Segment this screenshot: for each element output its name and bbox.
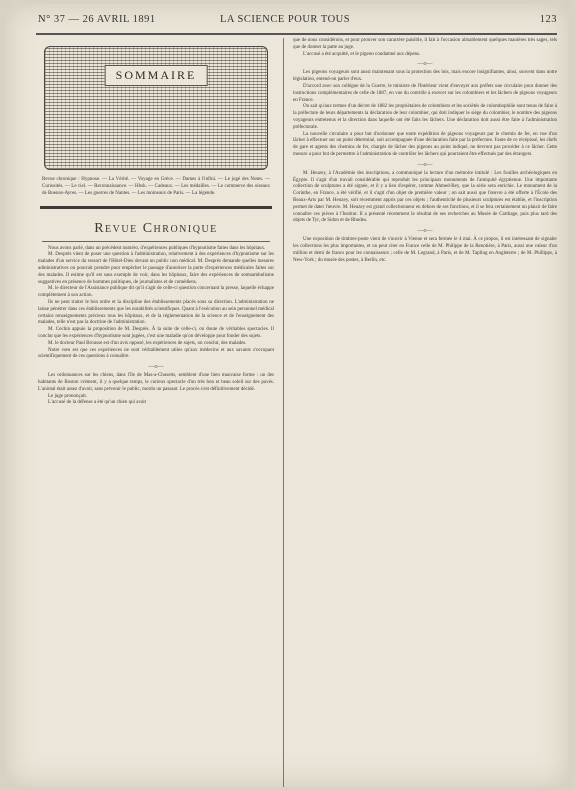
left-paragraph: M. Després vient de poser une question à l'administration, relativement à des expériences d'hypnotisme sur les malades d'un service du ressort de l'Hôtel-Dieu devant un public non médical. M. Després demande quelles mesures administratives on pourrait prendre pour empêcher le passage d'autoriser la porte d'expériences médicales faites sur des malades. Il estime qu'il est sans exemple de voir, dans les hôpitaux, faire des expériences de somnambulisme suggestives en présence de hommes politiques, de journalistes et de comédiens. [38, 252, 274, 285]
left-paragraph: L'accusé de la défense a été qu'un chien qui avait [48, 400, 147, 406]
left-column [38, 38, 274, 407]
right-paragraph: Une exposition de timbres-poste vient de s'ouvrir à Vienne et sera fermée le 4 mai. À ce propos, il est intéressant de signaler les collections les plus importantes, et on peut citer en France celle de M. Philippe de la Renotière, à Paris, aussi une valeur d'un million et demi de francs pour les connaisseurs ; celle de M. Legrand, à Paris, et de M. Tapling en Angleterre ; de M. Phillipps, à New-York ; du musée des postes, à Berlin, etc. [293, 237, 557, 263]
right-paragraph: On sait qu'aux termes d'un décret de 1882 les propriétaires de colombiers et les sociétés de colombophilie sont tenus de faire à la préfecture de leurs départements la déclaration de leur colombier, qui doit indiquer le siège du colombier, le nombre des pigeons voyageurs entretenus et la direction dans laquelle ont été faits les lâchers. Une déclaration doit aussi être faite à l'administration préfectorale. [293, 104, 557, 130]
left-paragraph: Notre vœu est que ces expériences ne sont véritablement utiles qu'aux médecins et aux savants s'occupant scientifiquement de ces questions à connaître. [38, 347, 274, 360]
journal-title: LA SCIENCE POUR TOUS [220, 14, 351, 25]
right-paragraph: Les pigeons voyageurs sont aussi maintenant sous la protection des lois, mais encore insignifiantes, ainsi, souvent dans notre législation, entend-on parler d'eux. [293, 70, 557, 83]
left-paragraph: Les ordonnances sur les chiens, dans l'île de Mas-a-Chusetts, semblent d'une bien mauvaise forme : un des habitants de Boston vrément, il y a quelque temps, le curieux spectacle d'un très bon et beau soleil sur des pavés. L'animal était assez d'avoir, sans prévenir le public, mordu un passant. Le procès s'est définitivement décidé. [38, 373, 274, 392]
left-paragraph: Ils ne peut traiter le bon ordre et la discipline des établissements placés sous sa direction. L'administration ne laisse pénétrer dans ces établissements que les notabilités scientifiques. Quant à l'exécution au sein personnel médical certains renseignements précieux tous les hôpitaux, et de la réglementation de la science et de l'enseignement des malades, telle n'est pas la doctrine de l'administration. [38, 299, 274, 326]
column-divider [283, 38, 284, 787]
sommaire-text: Revue chronique : Hypnose. — La Vérité. — Voyage en Grèce. — Dames à l'infini. — Le jugé des Notes. — Curiosités. — Le ciel. — Reconnaissance. — Hbsk. — Cadeaux. — Les médailles. — Le commerce des oiseaux de Buenos-Ayres. — Les guerres de Nantes. — Les moineaux de Paris. — La légende. [42, 177, 270, 197]
paragraph-separator: —o— [417, 61, 433, 68]
section-rule [40, 206, 272, 209]
paragraph-separator: —o— [417, 228, 433, 235]
running-header [30, 14, 557, 30]
right-paragraph: La nouvelle circulaire a pour but d'ordonner que toute expédition de pigeons voyageurs par le chemin de fer, en vue d'un lâcher à effectuer sur un point déterminé, soit accompagnée d'une déclaration faite par la préfecture. Faute de ce récépissé, les chefs de gare et agents des chemins de fer, chargés de lâcher des pigeons au point indiqué, ne devront pas procéder à ce lâcher. Cette mesure a pour but de permettre à l'administration de contrôler les lâchers qui pourraient être effectués par des étrangers. [293, 131, 557, 157]
paragraph-separator: —o— [148, 364, 164, 371]
left-paragraph: M. le docteur Paul Brousse est d'un avis opposé, les expériences de sujets, on conclut, des malades. [48, 340, 247, 346]
right-paragraph: que de nous considérons, et pour prouver son caractère paisible, il fait à l'occasion aimablement quelques manières très sages, tels que de donner la patte au juge. [293, 38, 557, 50]
right-paragraph: L'accusé a été acquitté, et le pigeon condamné aux dépens. [303, 51, 421, 57]
header-rule [36, 33, 557, 35]
page-number: 123 [539, 14, 557, 25]
sommaire-ornament [44, 46, 268, 170]
sommaire-label: SOMMAIRE [105, 65, 208, 86]
newspaper-page [6, 4, 569, 787]
left-paragraph: Nous avons parlé, dans un précédent numéro, d'expériences publiques d'hypnotisme faites dans les hôpitaux. [48, 245, 266, 251]
right-column [293, 38, 557, 264]
right-paragraph: M. Heuzey, à l'Académie des inscriptions, a communiqué la lecture d'un mémoire intitulé : Les fouilles archéologiques en Égypte. Il s'agit d'un travail considérable qui reproduit les principaux monuments de l'antiquité égyptienne. Une importante collection de sculptures a été signée, et il y a lieu d'espérer, comme Ahmed-Bey, que la série sera enrichie. Le monument de la Corinthe, en France, a été vérifié, et il s'agit d'un objet de première valeur ; on sait aussi que l'œuvre a été offerte à l'École des Beaux-Arts par M. Heuzey, soit récemment appris par ces objets ; l'authenticité de plusieurs sculptures est établie, et l'inscription permet de dater l'œuvre. M. Heuzey est grand collectionneur en dehors de ses fonctions, et il se fera certainement un plaisir de faire connaître ces pièces à l'Institut. Il a présenté récemment le résultat de ses recherches au Musée de Carthage, puis plus tard des objets de Tyr, de Sidon et de Rhodes. [293, 170, 557, 224]
paragraph-separator: —o— [417, 161, 433, 168]
left-paragraph: Le juge prononçait. [48, 393, 88, 399]
right-paragraph: D'accord avec son collègue de la Guerre, le ministre de l'Intérieur vient d'envoyer aux préfets une circulaire pour donner des instructions complémentaires de celle de 1887, en vue du contrôle à exercer sur les colombiers et les lâchers de pigeons voyageurs en France. [293, 83, 557, 103]
revue-chronique-title: Revue Chronique [94, 220, 218, 236]
left-paragraph: M. Cochin appuie la proposition de M. Després. À la suite de celle-ci, on doute de véritables spectacles. Il conclut que les expériences d'hypnotisme sont jugées, c'est une maladie qu'on développe pour fonder des sujets. [38, 327, 274, 339]
issue-date: N° 37 — 26 AVRIL 1891 [38, 14, 156, 25]
left-paragraph: M. le directeur de l'Assistance publique dit qu'il s'agit de celle-ci question concernant la presse, laquelle échappe complètement à son action. [38, 286, 274, 299]
